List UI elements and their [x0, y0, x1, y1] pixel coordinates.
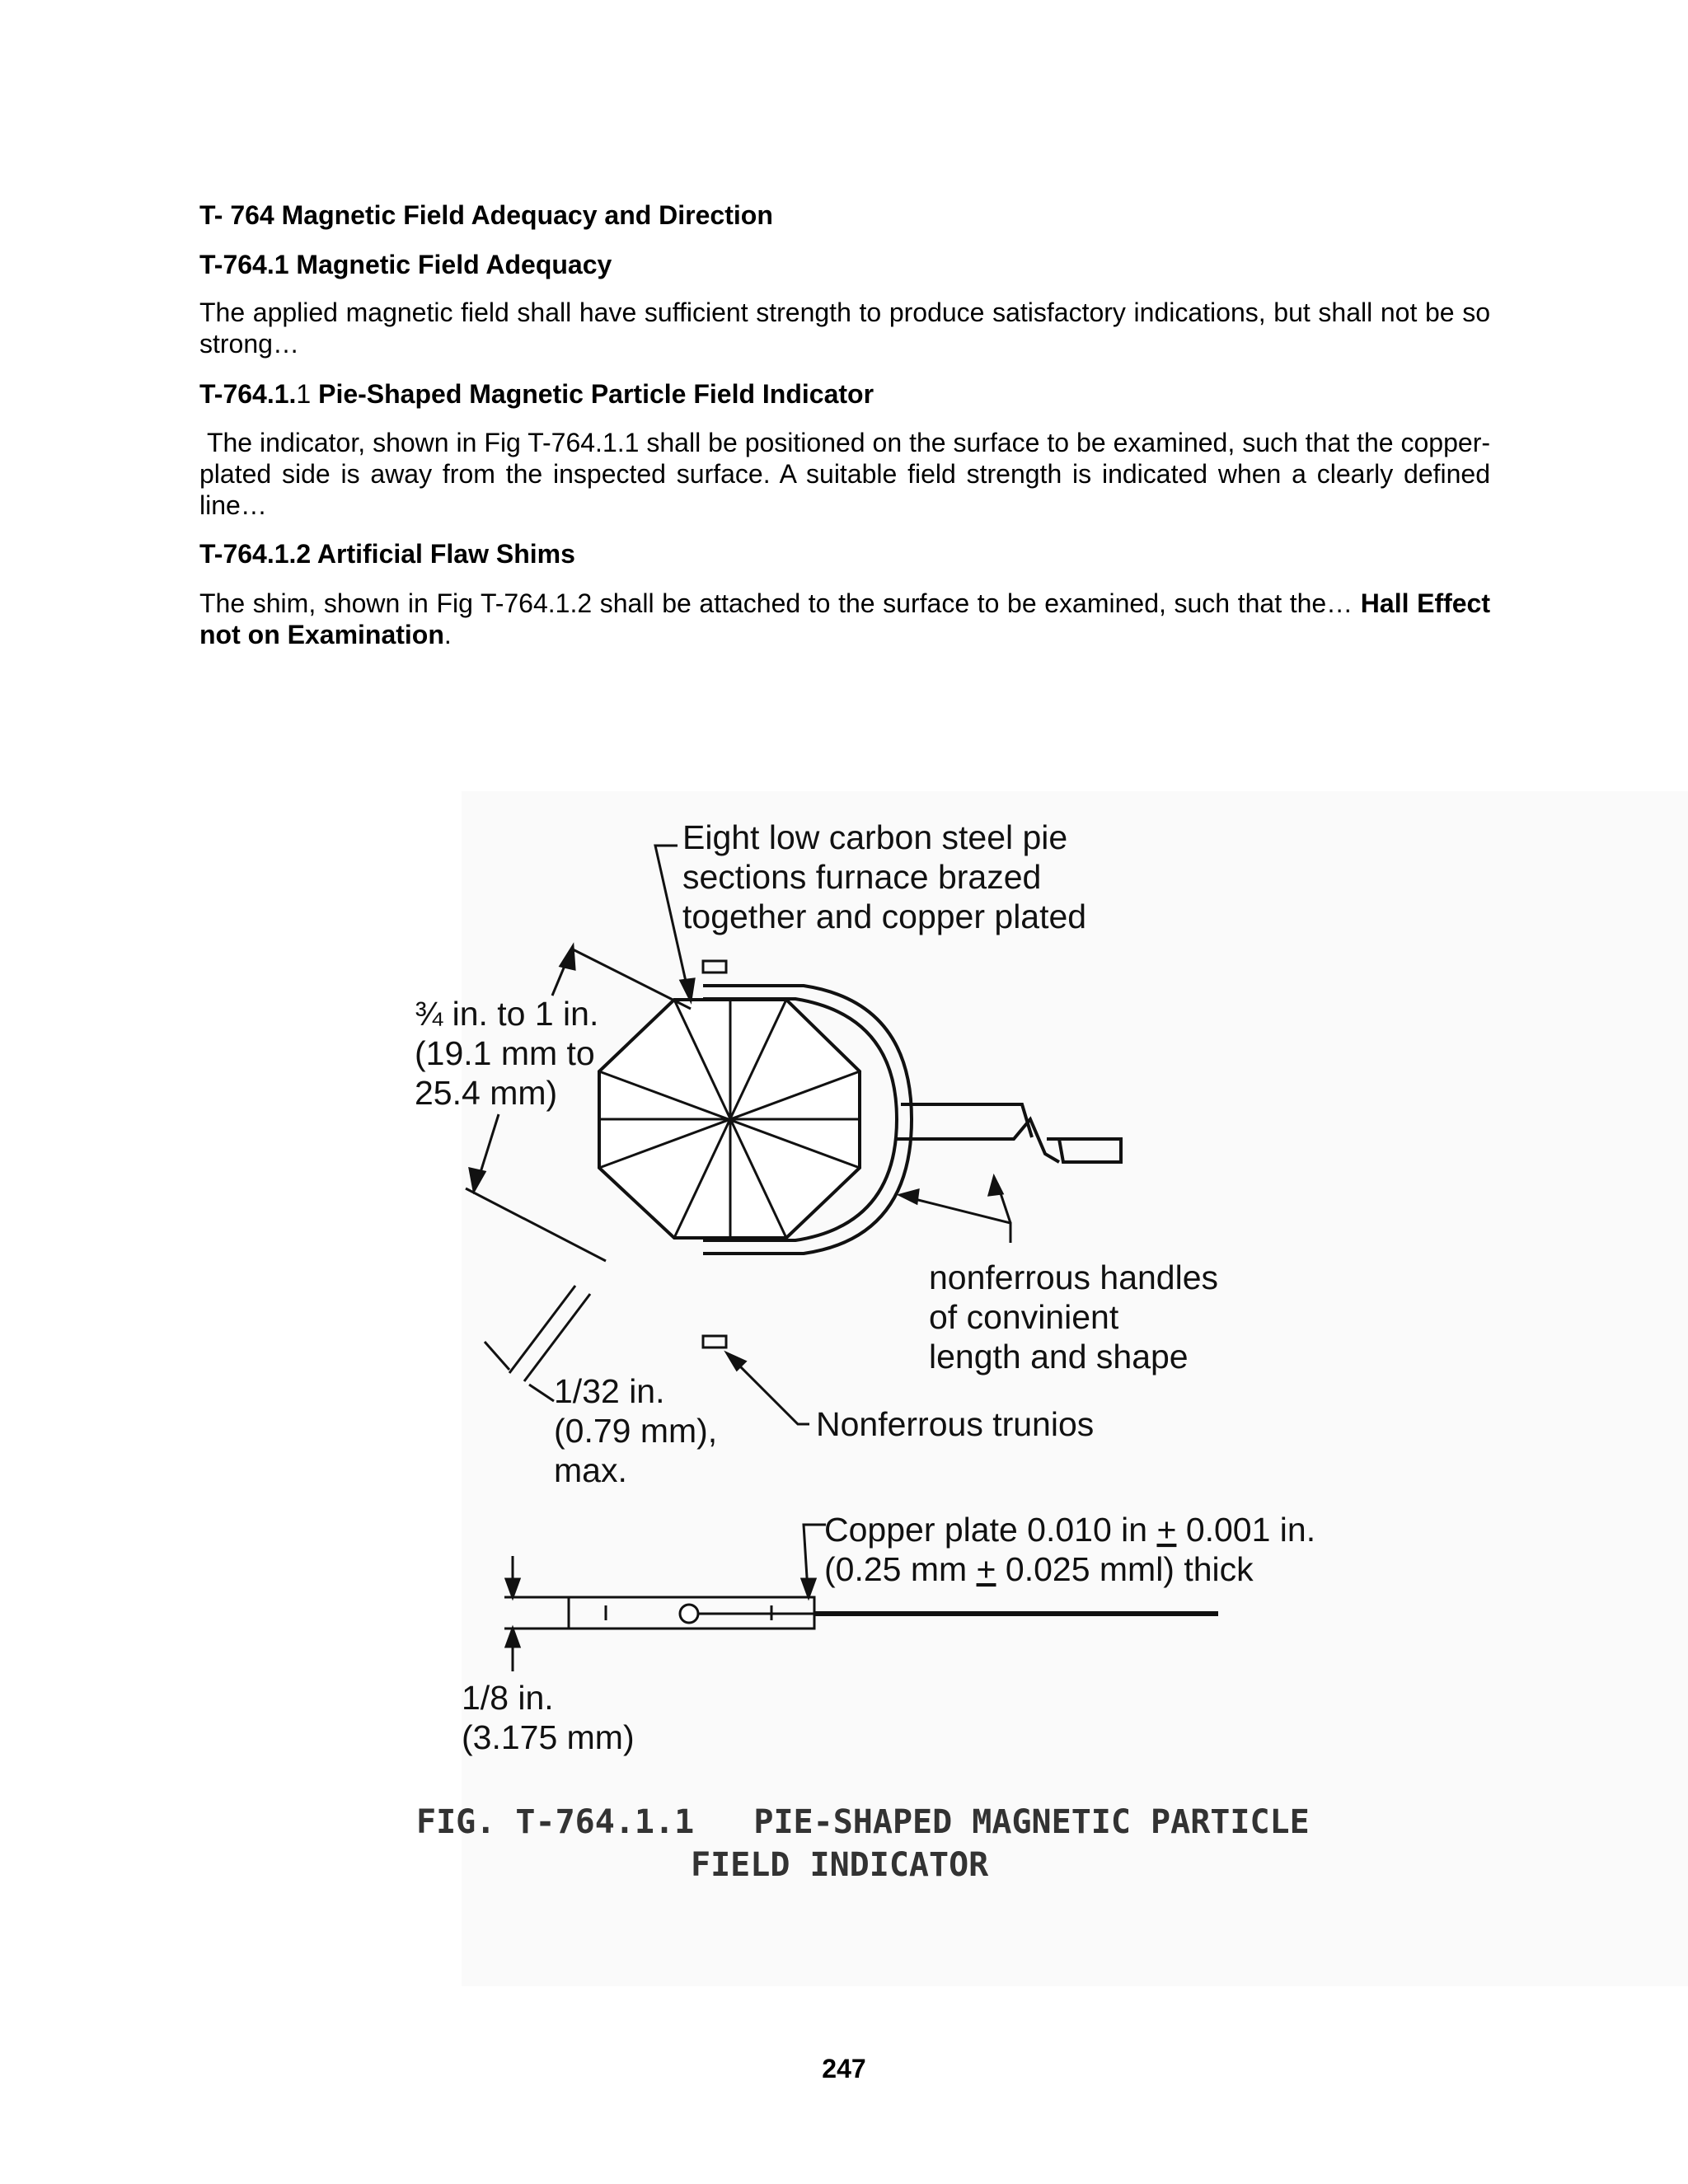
copper-line1-post: 0.001 in.	[1176, 1511, 1316, 1549]
label-line: sections furnace brazed	[682, 858, 1042, 896]
paragraph-t76412-end: .	[443, 620, 452, 649]
copper-line2-pre: (0.25 mm	[824, 1550, 977, 1588]
label-line: (0.79 mm),	[554, 1412, 718, 1450]
section-heading-t76412: T-764.1.2 Artificial Flaw Shims	[199, 539, 575, 569]
side-view-pin	[680, 1605, 698, 1623]
label-line: 1/32 in.	[554, 1372, 665, 1410]
copper-line2-pm: +	[976, 1550, 996, 1588]
heading-t76411-number: 1	[296, 379, 312, 409]
label-line: together and copper plated	[682, 898, 1087, 935]
label-pie-sections	[682, 818, 1086, 935]
section-heading-t7641: T-764.1 Magnetic Field Adequacy	[199, 250, 612, 279]
label-line: length and shape	[929, 1338, 1189, 1376]
paragraph-t7641: The applied magnetic field shall have sufficient strength to produce satisfactory indications, but shall not be so strong…	[199, 298, 1490, 359]
copper-line1-pre: Copper plate 0.010 in	[824, 1511, 1157, 1549]
heading-t76411-title: Pie-Shaped Magnetic Particle Field Indicator	[311, 379, 874, 409]
copper-line1-pm: +	[1156, 1511, 1177, 1549]
label-line: 1/8 in.	[462, 1679, 554, 1717]
label-line: (3.175 mm)	[462, 1718, 635, 1756]
page-number: 247	[822, 2054, 866, 2083]
label-line: of convinient	[929, 1298, 1119, 1336]
paragraph-t76411: The indicator, shown in Fig T-764.1.1 shall be positioned on the surface to be examined, such that the copper-plated side is away from the inspected surface. A suitable field strength is indicated when a clearly defined line…	[199, 428, 1490, 520]
label-line: 25.4 mm)	[415, 1074, 558, 1112]
octagon-indicator	[599, 1000, 860, 1238]
heading-t76411-prefix: T-764.1.	[199, 379, 297, 409]
section-heading-t764: T- 764 Magnetic Field Adequacy and Direction	[199, 200, 773, 230]
label-line: ¾ in. to 1 in.	[415, 995, 599, 1033]
label-trunions: Nonferrous trunios	[816, 1405, 1095, 1443]
copper-line2-post: 0.025 mml) thick	[996, 1550, 1254, 1588]
label-line: Eight low carbon steel pie	[682, 818, 1068, 856]
paragraph-t76412-emphasis: Hall Effect not on Examination	[199, 588, 1491, 649]
label-line: max.	[554, 1451, 627, 1489]
label-line: nonferrous handles	[929, 1258, 1219, 1296]
paragraph-t76412-lead: The shim, shown in Fig T-764.1.2 shall be attached to the surface to be examined, such that the…	[199, 588, 1361, 618]
label-line: (19.1 mm to	[415, 1034, 595, 1072]
figure-caption-line1: FIG. T-764.1.1 PIE-SHAPED MAGNETIC PARTICLE	[416, 1803, 1310, 1841]
figure-caption-line2: FIELD INDICATOR	[691, 1846, 989, 1884]
